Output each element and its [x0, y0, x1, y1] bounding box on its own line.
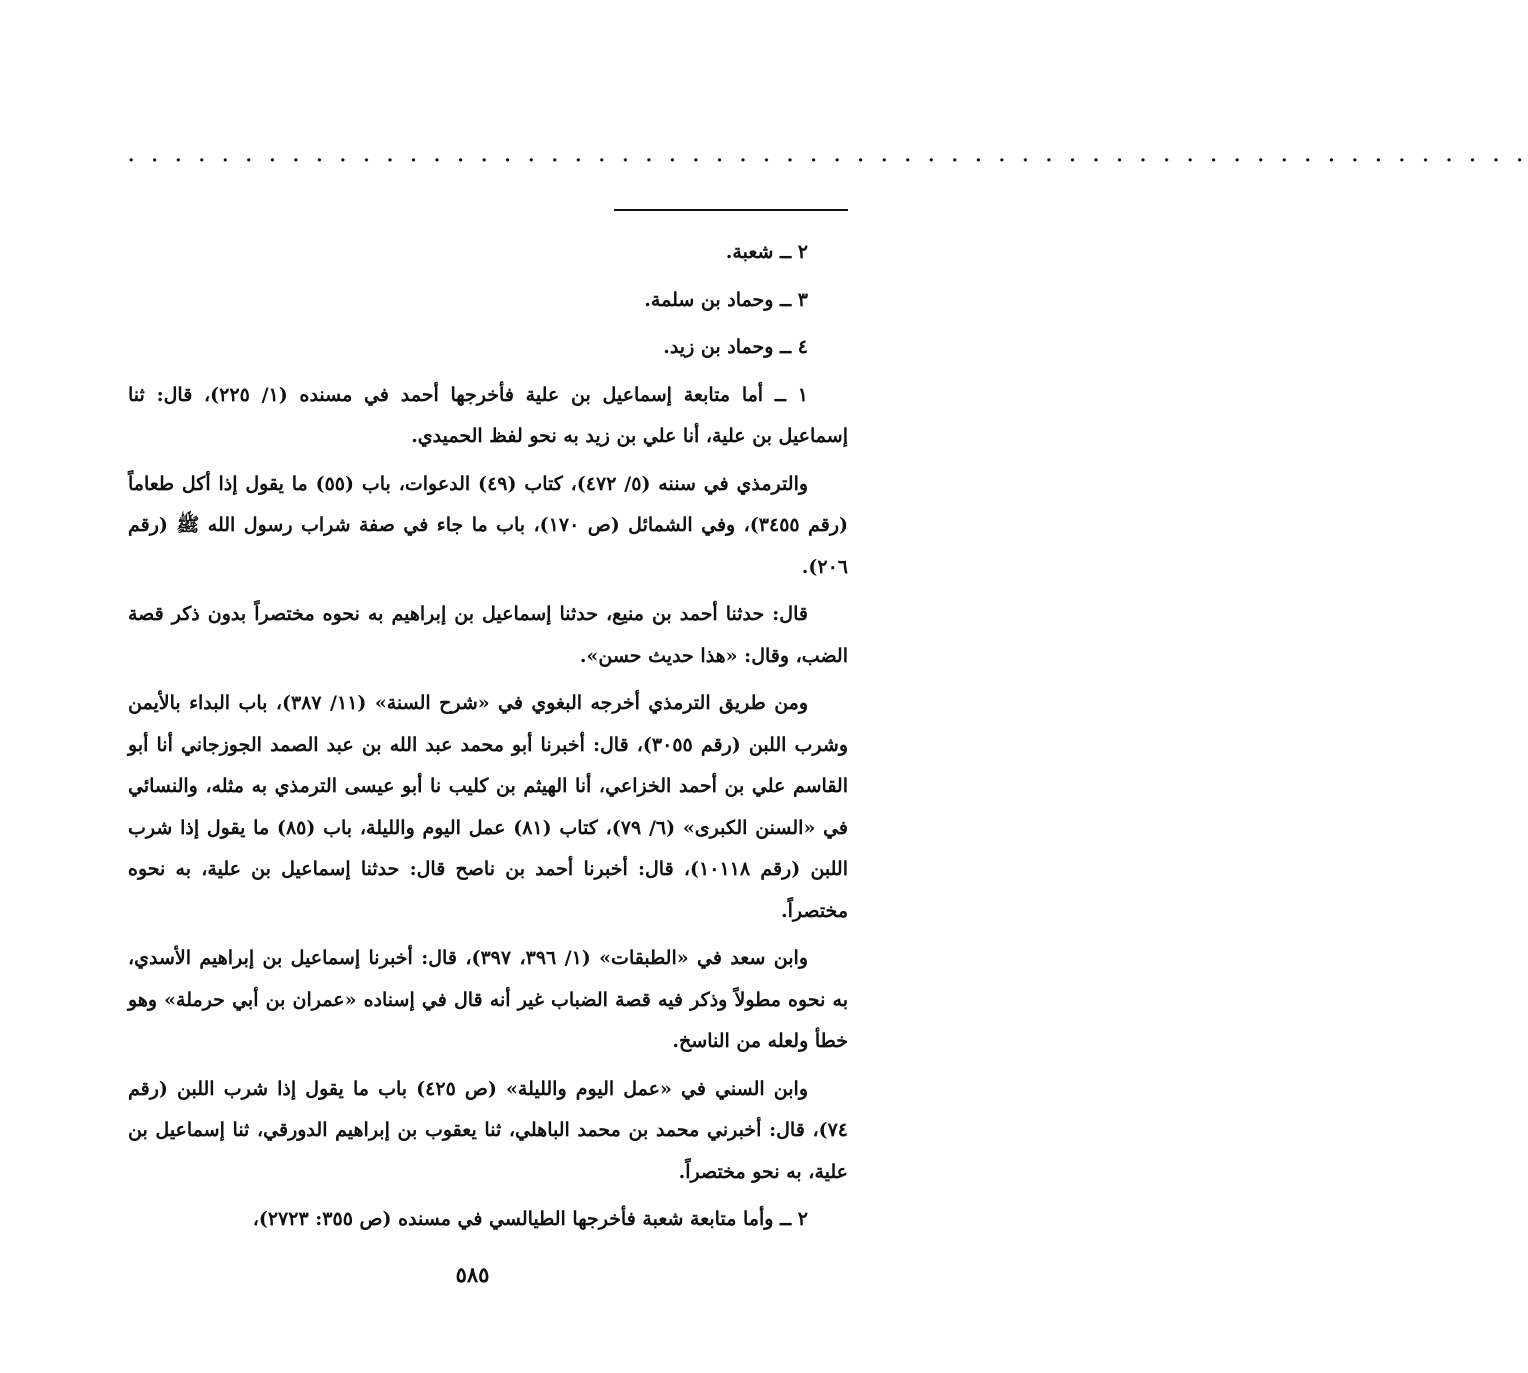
- page-number: ٥٨٥: [455, 1262, 490, 1287]
- paragraph: وابن السني في «عمل اليوم والليلة» (ص ٤٢٥) باب ما يقول إذا شرب اللبن (رقم ٧٤)، قال: أخبرني محمد بن محمد الباهلي، ثنا يعقوب بن إبراهيم الدورقي، ثنا إسماعيل بن علية، به نحو مختصراً.: [128, 1077, 848, 1183]
- list-item: ٣ ــ وحماد بن سلمة.: [644, 288, 808, 311]
- paragraph: ومن طريق الترمذي أخرجه البغوي في «شرح السنة» (١١/ ٣٨٧)، باب البداء بالأيمن وشرب اللبن (رقم ٣٠٥٥)، قال: أخبرنا أبو محمد عبد الله بن عبد الصمد الجوزجاني أنا أبو القاسم علي بن أحمد الخزاعي، أنا الهيثم بن كليب نا أبو عيسى الترمذي به مثله، والنسائي في «السنن الكبرى» (٦/ ٧٩)، كتاب (٨١) عمل اليوم والليلة، باب (٨٥) ما يقول إذا شرب اللبن (رقم ١٠١١٨)، قال: أخبرنا أحمد بن ناصح قال: حدثنا إسماعيل بن علية، به نحوه مختصراً.: [128, 692, 849, 922]
- list-item: ٤ ــ وحماد بن زيد.: [663, 336, 808, 358]
- paragraph: ١ ــ أما متابعة إسماعيل بن علية فأخرجها أحمد في مسنده (١/ ٢٢٥)، قال: ثنا إسماعيل بن علية، أنا علي بن زيد به نحو لفظ الحميدي.: [128, 383, 848, 447]
- separator-dots: · · · · · · · · · · · · · · · · · · · · · · · · · · · · · · · · · · · · · · · · · · · · · · · · · · · · · · · · · · · ·: [128, 150, 1528, 171]
- paragraph: ٢ ــ وأما متابعة شعبة فأخرجها الطيالسي في مسنده (ص ٣٥٥: ٢٧٢٣)،: [252, 1208, 808, 1230]
- page-content: [128, 232, 848, 1247]
- paragraph: قال: حدثنا أحمد بن منيع، حدثنا إسماعيل بن إبراهيم به نحوه مختصراً بدون ذكر قصة الضب، وقال: «هذا حديث حسن».: [128, 603, 848, 667]
- list-item: ٢ ــ شعبة.: [725, 241, 808, 263]
- paragraph: وابن سعد في «الطبقات» (١/ ٣٩٦، ٣٩٧)، قال: أخبرنا إسماعيل بن إبراهيم الأسدي، به نحوه مطولاً وذكر فيه قصة الضباب غير أنه قال في إسناده «عمران بن أبي حرملة» وهو خطأ ولعله من الناسخ.: [128, 947, 848, 1052]
- footnote-rule: [614, 209, 848, 211]
- paragraph: والترمذي في سننه (٥/ ٤٧٢)، كتاب (٤٩) الدعوات، باب (٥٥) ما يقول إذا أكل طعاماً (رقم ٣٤٥٥)، وفي الشمائل (ص ١٧٠)، باب ما جاء في صفة شراب رسول الله ﷺ (رقم ٢٠٦).: [128, 472, 848, 578]
